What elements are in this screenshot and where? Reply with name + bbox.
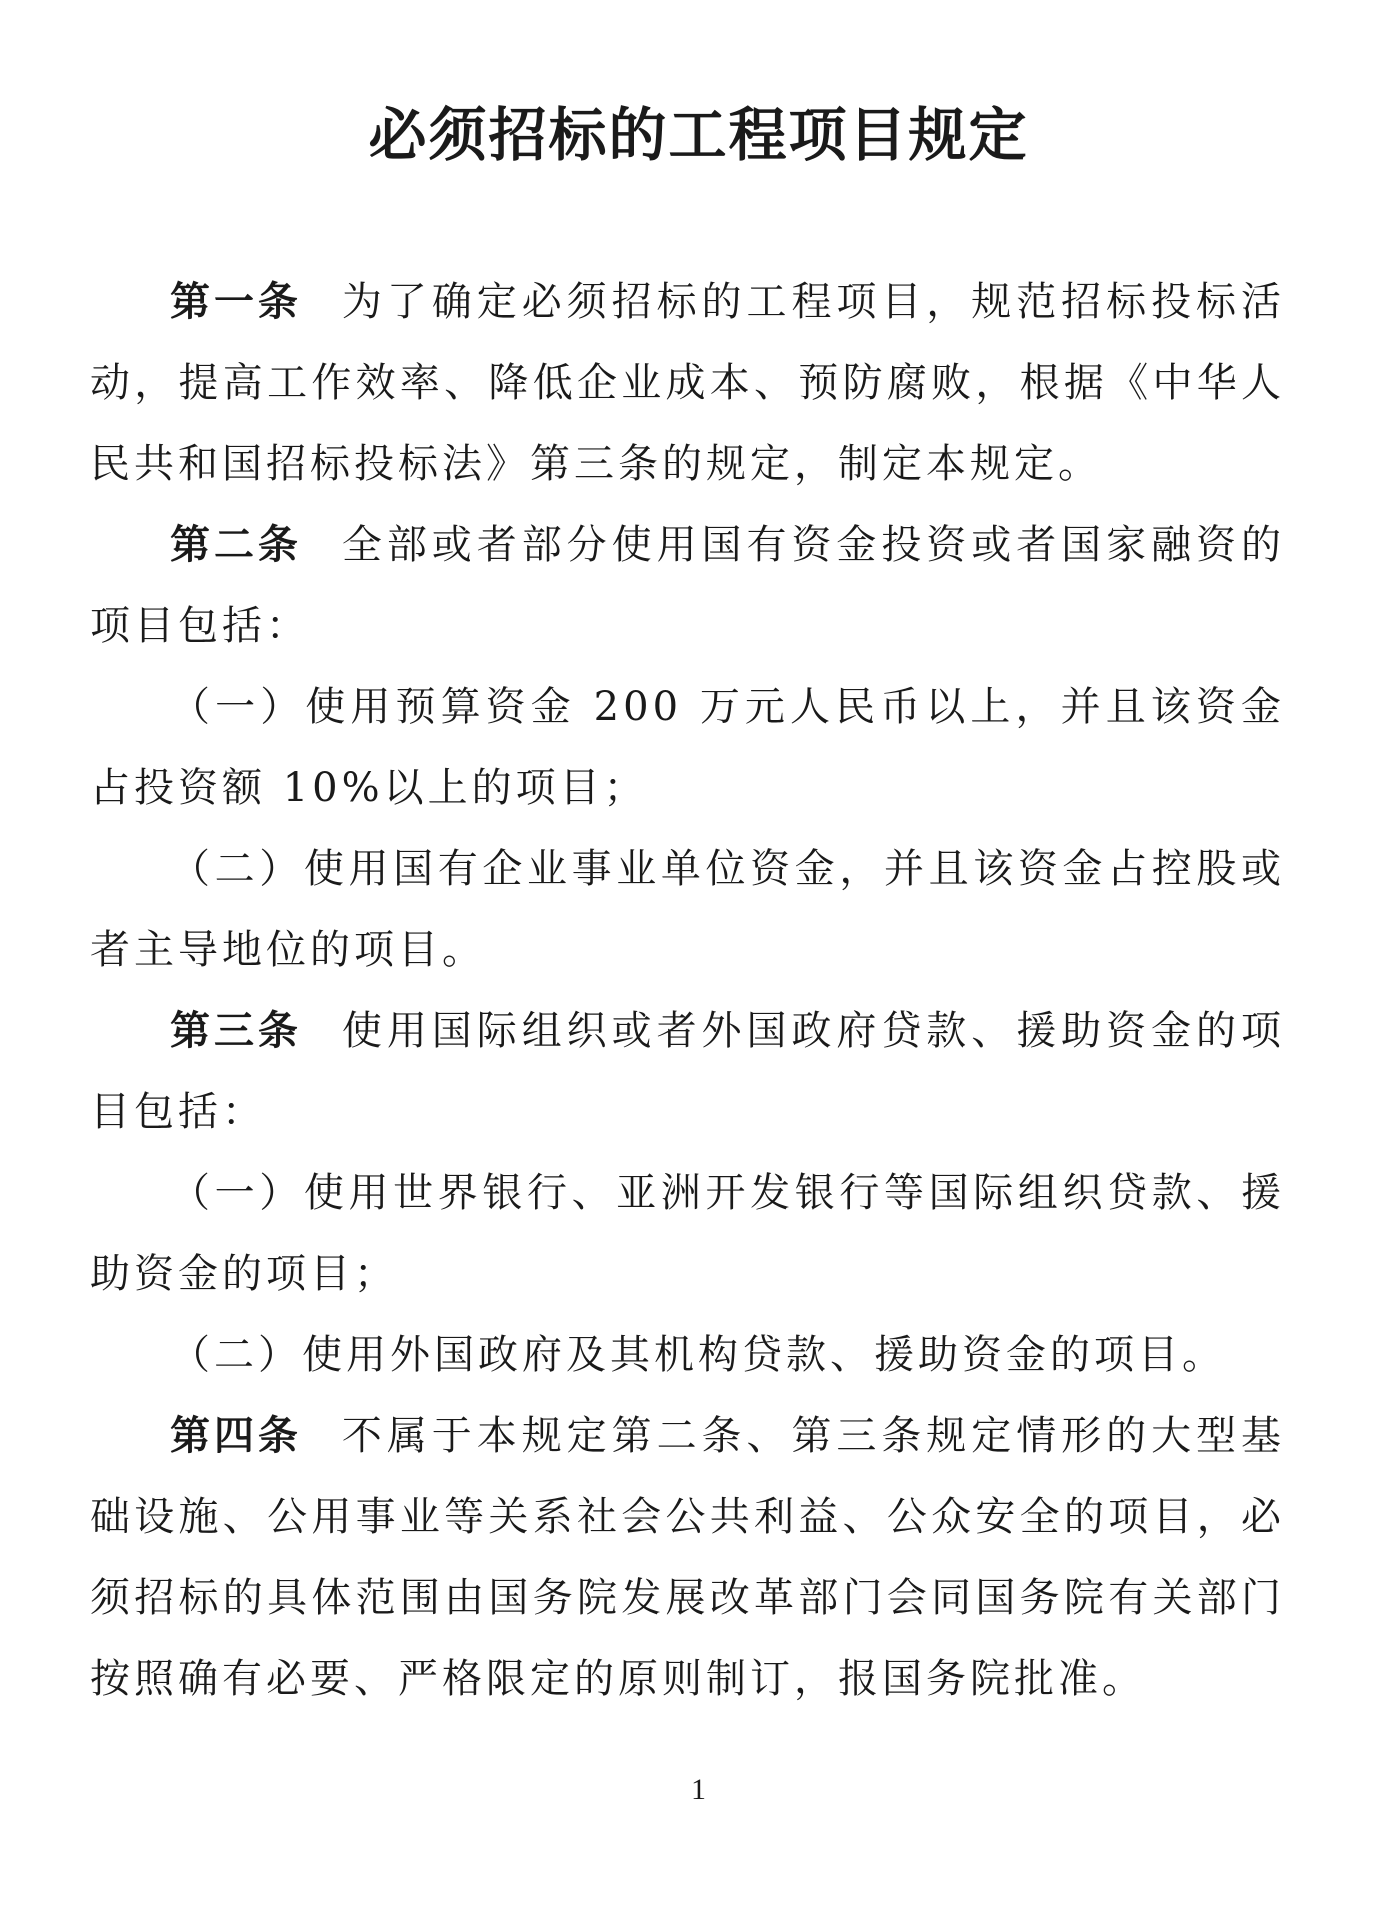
article-2-item-1	[90, 667, 1285, 829]
article-4	[90, 1396, 1285, 1720]
item-text: （一）使用预算资金 200 万元人民币以上，并且该资金占投资额 10%以上的项目；	[90, 684, 1285, 811]
document-body	[90, 262, 1285, 1720]
article-label: 第一条	[170, 279, 302, 325]
item-text: （二）使用国有企业事业单位资金，并且该资金占控股或者主导地位的项目。	[90, 846, 1285, 973]
article-1	[90, 262, 1285, 505]
article-text: 全部或者部分使用国有资金投资或者国家融资的项目包括：	[90, 522, 1286, 649]
article-3-item-1	[90, 1153, 1285, 1315]
item-text: （二）使用外国政府及其机构贷款、援助资金的项目。	[170, 1332, 1226, 1378]
page-number: 1	[691, 1773, 706, 1806]
article-3-item-2	[90, 1315, 1285, 1396]
article-2	[90, 505, 1285, 667]
article-text: 不属于本规定第二条、第三条规定情形的大型基础设施、公用事业等关系社会公共利益、公众安全的项目，必须招标的具体范围由国务院发展改革部门会同国务院有关部门按照确有必要、严格限定的原则制订，报国务院批准。	[90, 1413, 1286, 1702]
article-3	[90, 991, 1285, 1153]
item-text: （一）使用世界银行、亚洲开发银行等国际组织贷款、援助资金的项目；	[90, 1170, 1285, 1297]
article-label: 第四条	[170, 1413, 302, 1459]
article-text: 使用国际组织或者外国政府贷款、援助资金的项目包括：	[90, 1008, 1286, 1135]
article-2-item-2	[90, 829, 1285, 991]
article-label: 第二条	[170, 522, 302, 568]
article-text: 为了确定必须招标的工程项目，规范招标投标活动，提高工作效率、降低企业成本、预防腐败，根据《中华人民共和国招标投标法》第三条的规定，制定本规定。	[90, 279, 1286, 487]
article-label: 第三条	[170, 1008, 302, 1054]
document-title: 必须招标的工程项目规定	[368, 101, 1029, 169]
